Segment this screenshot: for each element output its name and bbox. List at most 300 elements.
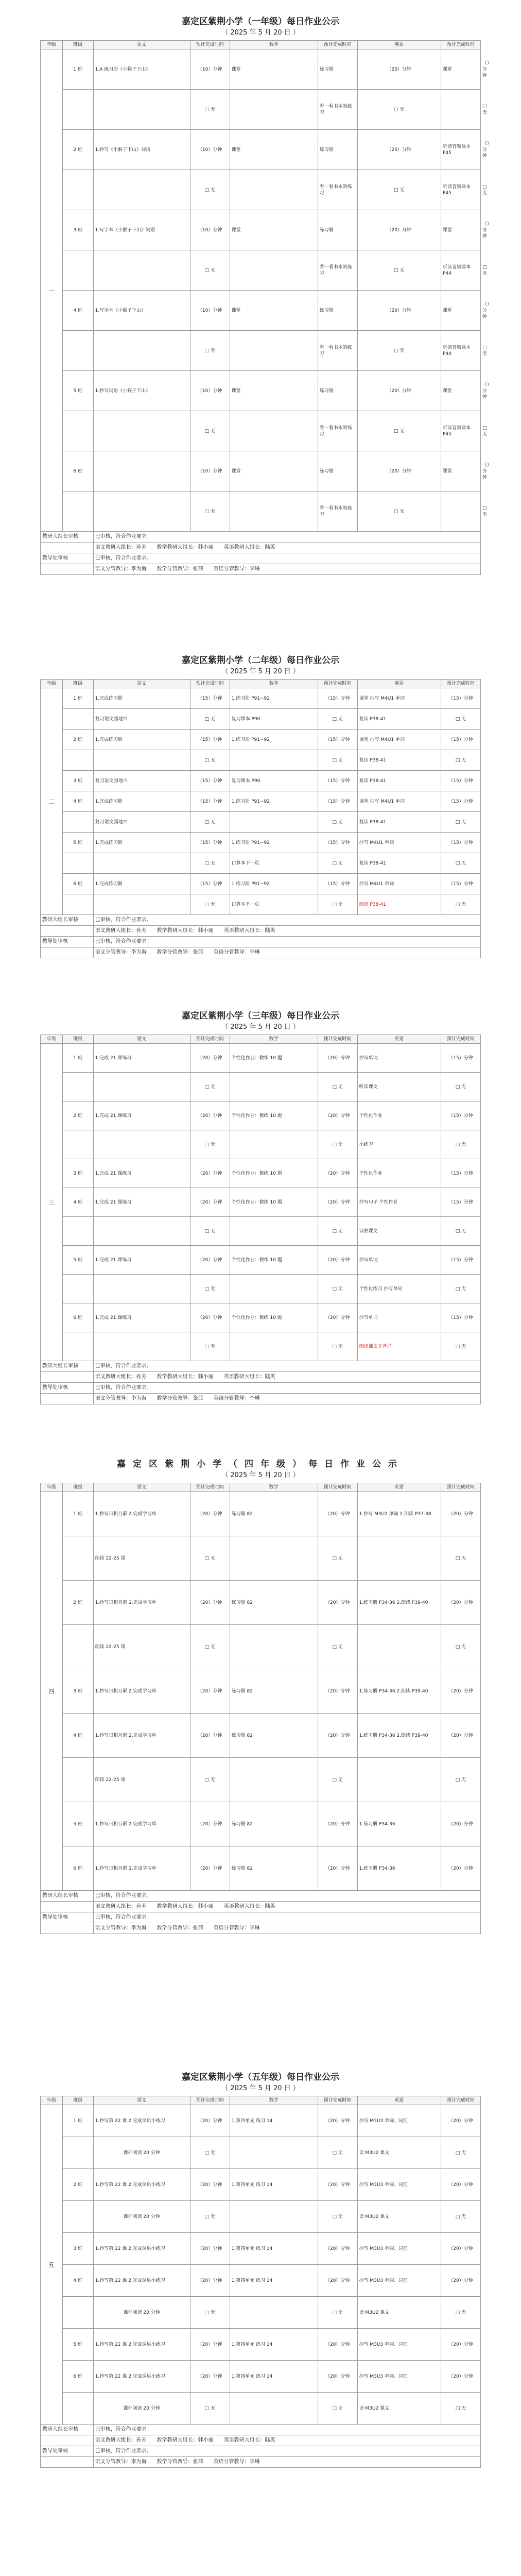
footer-text: 已审核，符合作业要求。 [93,2446,480,2457]
footer-row [41,1361,481,1372]
table-row [41,291,481,331]
table-header: 班级 [62,1483,93,1492]
class-cell [62,2137,93,2169]
footer-label [41,926,94,937]
table-row [41,1159,481,1188]
table-row [41,1130,481,1159]
footer-label: 教研大组长审核 [41,2425,94,2435]
footer-label [41,2457,94,2468]
footer-label: 教导处审核 [41,1912,94,1923]
footer-label [41,1372,94,1383]
cell: □ 无 [318,1536,357,1581]
cell: （20）分钟 [441,2169,481,2201]
footer-label [41,543,94,553]
cell: 1.练习册 P91~92 [230,730,318,750]
table-row [41,1332,481,1361]
table-row [41,2393,481,2425]
cell: 个性化作业：微练 10 题 [230,1303,318,1332]
cell: （15）分钟 [441,688,481,709]
class-cell [62,709,93,730]
table-header: 年级 [41,1035,63,1044]
cell [230,492,318,532]
cell: 1.写字本《小猴子下山》 [93,291,190,331]
cell: 复读 P38-41 [357,750,441,771]
class-cell: 3 班 [62,2233,93,2265]
cell: 抄写 M3U3 单词、词汇 [357,2265,441,2297]
class-cell: 3 班 [62,1159,93,1188]
class-cell [62,1536,93,1581]
class-cell: 5 班 [62,2329,93,2361]
cell: （15）分钟 [441,874,481,894]
sheet-title: 嘉定区紫荆小学（五年级）每日作业公示 [182,2072,339,2082]
cell: （20）分钟 [190,1101,230,1130]
cell: 1.完成 21 课练习 [93,1188,190,1217]
cell: 练习册 [318,291,357,331]
table-row [41,1246,481,1275]
cell: （20）分钟 [190,1044,230,1073]
cell: （10）分钟 [190,451,230,492]
footer-row [41,1902,481,1912]
cell: □ 无 [441,1625,481,1669]
homework-table [40,1483,481,1934]
footer-text: 已审核，符合作业要求。 [93,1891,480,1902]
table-row [41,1217,481,1246]
cell [93,1332,190,1361]
footer-row [41,926,481,937]
footer-text: 语文教研大组长：孙芳 数学教研大组长：韩小丽 英语教研大组长：陆英 [93,1902,480,1912]
cell: 个性化练习 抄写单词 [357,1275,441,1303]
cell: 1.完成练习册 [93,791,190,812]
cell: □ 无 [441,750,481,771]
footer-text: 语文教研大组长：孙芳 数学教研大组长：韩小丽 英语教研大组长：陆英 [93,2435,480,2446]
cell: □ 无 [441,2137,481,2169]
cell: （20）分钟 [318,1044,357,1073]
cell: □ 无 [318,1758,357,1802]
footer-row [41,2435,481,2446]
cell: 看一看书本的练习 [318,250,357,291]
footer-text: 语文分管教导：李为海 数学分管教导：张茜 英语分管教导：李琳 [93,947,480,958]
cell: 听读课文 [357,1073,441,1101]
cell: □ 无 [318,1275,357,1303]
homework-table [40,40,492,575]
footer-label: 教导处审核 [41,2446,94,2457]
cell [230,1130,318,1159]
cell: □ 无 [441,1332,481,1361]
class-cell [62,1275,93,1303]
class-cell: 6 班 [62,1846,93,1891]
grade-cell: 五 [41,2105,63,2425]
cell: 看一看书本的练习 [318,492,357,532]
cell: 1.抄写 M3U2 单词 2.朗读 P37-38 [357,1492,441,1536]
cell: （20）分钟 [190,1159,230,1188]
cell: （15）分钟 [441,1246,481,1275]
cell [357,1536,441,1581]
cell: （20）分钟 [441,1802,481,1846]
cell [230,250,318,291]
table-header: 语文 [93,1483,190,1492]
cell: 课堂 [230,130,318,170]
cell: □ 无 [441,2297,481,2329]
cell: □ 无 [441,1073,481,1101]
cell: （10）分钟 [190,130,230,170]
cell: □ 无 [318,2137,357,2169]
cell: 课堂 [441,49,481,90]
cell: □ 无 [190,1275,230,1303]
table-row [41,2105,481,2137]
footer-label: 教导处审核 [41,1383,94,1394]
cell: 1.完成 21 课练习 [93,1246,190,1275]
table-header: 数学 [230,1035,318,1044]
cell [441,90,481,130]
cell: （20）分钟 [318,1246,357,1275]
class-cell: 1 班 [62,1492,93,1536]
cell: 1.A 练习册《小猴子下山》 [93,49,190,90]
cell: □ 无 [357,492,441,532]
cell: □ 无 [190,1758,230,1802]
cell: □ 无 [190,1073,230,1101]
table-row [41,1625,481,1669]
grade-2-sheet [40,654,481,958]
cell: （10）分钟 [190,210,230,250]
cell: 1.完成 21 课练习 [93,1044,190,1073]
table-header: 数学 [230,1483,318,1492]
table-row [41,2233,481,2265]
cell: （20）分钟 [190,1802,230,1846]
homework-table [40,1035,481,1404]
cell: （20）分钟 [318,2233,357,2265]
table-row [41,730,481,750]
cell: 抄写 M4U1 单词 [357,833,441,853]
cell: （10）分钟 [190,49,230,90]
table-header: 预计完成时间 [441,2096,481,2105]
cell: □ 无 [190,2137,230,2169]
table-row [41,451,481,492]
cell: 1.抄写日积月累 2.完成学习单 [93,1846,190,1891]
cell: 1.抄写日积月累 2.完成学习单 [93,1581,190,1625]
class-cell: 1 班 [62,49,93,90]
cell: □ 无 [190,1130,230,1159]
cell: 课堂 抄写 M4U1 单词 [357,688,441,709]
footer-text: 已审核，符合作业要求。 [93,1912,480,1923]
homework-table [40,679,481,958]
cell: □ 无 [318,1332,357,1361]
cell: 练习册 [318,210,357,250]
cell: （20）分钟 [190,1846,230,1891]
table-header: 预计完成时间 [318,41,357,49]
footer-text: 语文教研大组长：孙芳 数学教研大组长：韩小丽 英语教研大组长：陆英 [93,543,480,553]
footer-text: 已审核，符合作业要求。 [93,553,480,564]
cell [230,2201,318,2233]
cell [93,1217,190,1246]
footer-text: 语文分管教导：李为海 数学分管教导：张茜 英语分管教导：李琳 [93,1394,480,1404]
table-header: 预计完成时间 [190,41,230,49]
cell: （20）分钟 [190,2329,230,2361]
cell: 练习册 82 [230,1846,318,1891]
cell: 抄写单词 [357,1246,441,1275]
cell: （20）分钟 [318,2265,357,2297]
class-cell [62,250,93,291]
cell: （20）分钟 [190,1581,230,1625]
table-row [41,130,481,170]
cell: 1.抄写第 22 课 2.完成课后小练习 [93,2233,190,2265]
sheet-date: （ 2025 年 5 月 20 日 ） [221,1023,300,1031]
class-cell [62,1332,93,1361]
cell: □ 无 [318,750,357,771]
table-header: 预计完成时间 [441,1035,481,1044]
table-row [41,2297,481,2329]
table-row [41,1188,481,1217]
cell: 1.抄写日积月累 2.完成学习单 [93,1802,190,1846]
cell: 课外阅读 20 分钟 [93,2393,190,2425]
table-header: 预计完成时间 [318,1483,357,1492]
cell: □ 无 [318,1073,357,1101]
table-row [41,2201,481,2233]
cell: （15）分钟 [441,1159,481,1188]
cell: （15）分钟 [441,1303,481,1332]
table-row [41,2169,481,2201]
footer-label [41,1902,94,1912]
table-row [41,812,481,833]
cell [230,1625,318,1669]
table-row [41,2137,481,2169]
cell: □ 无 [441,812,481,833]
cell: 看一看书本的练习 [318,411,357,451]
cell: 课外阅读 20 分钟 [93,2297,190,2329]
cell: 1.写字本《小猴子下山》词语 [93,210,190,250]
cell: 1.抄写第 22 课 2.完成课后小练习 [93,2329,190,2361]
class-cell: 4 班 [62,2265,93,2297]
cell: 朗读 P38-41 [357,894,441,915]
cell [230,331,318,371]
footer-row [41,543,481,553]
cell: （20）分钟 [190,1246,230,1275]
class-cell: 4 班 [62,791,93,812]
cell: □ 无 [190,853,230,874]
cell: 小练习 [357,1130,441,1159]
cell: □ 无 [441,1536,481,1581]
cell [93,853,190,874]
table-header: 语文 [93,680,190,688]
cell: 1.完成练习册 [93,688,190,709]
cell: 复习课本 P90 [230,709,318,730]
cell [93,170,190,210]
cell: （10）分钟 [190,371,230,411]
cell: 1.完成 21 课练习 [93,1101,190,1130]
cell: 练习册 [318,451,357,492]
cell: 读 M3U2 课文 [357,2393,441,2425]
cell: 1.完成练习册 [93,874,190,894]
cell: （20）分钟 [318,1188,357,1217]
cell: 个性化作业：微练 10 题 [230,1246,318,1275]
cell: 课堂 [230,371,318,411]
cell [93,492,190,532]
cell: □ 无 [441,1130,481,1159]
cell: 1.练习册 P34-36 [357,1846,441,1891]
table-row [41,371,481,411]
table-header: 预计完成时间 [318,1035,357,1044]
cell: 个性化作业：微练 10 题 [230,1188,318,1217]
cell: 课外阅读 20 分钟 [93,2201,190,2233]
cell: （15）分钟 [441,771,481,791]
cell [93,250,190,291]
cell [93,90,190,130]
cell [357,1758,441,1802]
cell: 1.第四单元 练习 14 [230,2233,318,2265]
cell: 复读 P38-41 [357,709,441,730]
cell: 朗读 22-25 课 [93,1758,190,1802]
table-header: 年级 [41,680,63,688]
cell [93,894,190,915]
cell [230,1073,318,1101]
cell: （20）分钟 [318,2361,357,2393]
class-cell [62,2393,93,2425]
cell: （15）分钟 [318,688,357,709]
grade-4-sheet [40,1458,481,1934]
cell: 1.完成 21 课练习 [93,1159,190,1188]
class-cell: 2 班 [62,2169,93,2201]
cell [230,170,318,210]
class-cell: 5 班 [62,1802,93,1846]
table-header: 预计完成时间 [190,2096,230,2105]
footer-text: 语文分管教导：李为海 数学分管教导：张茜 英语分管教导：李琳 [93,564,480,575]
grade-cell: 一 [41,49,63,532]
cell [93,331,190,371]
class-cell: 2 班 [62,130,93,170]
cell: □ 无 [357,411,441,451]
cell: （20）分钟 [190,1714,230,1758]
class-cell: 6 班 [62,451,93,492]
cell: 个性化作业：微练 10 题 [230,1101,318,1130]
cell [230,1217,318,1246]
cell: □ 无 [441,853,481,874]
sheet-title: 嘉定区紫荆小学（四年级）每日作业公示 [117,1459,404,1469]
footer-row [41,1394,481,1404]
cell: 1.抄写日积月累 2.完成学习单 [93,1714,190,1758]
class-cell: 2 班 [62,730,93,750]
cell: 复读 P38-41 [357,853,441,874]
table-row [41,492,481,532]
cell: 1.完成 21 课练习 [93,1303,190,1332]
cell: □ 无 [190,411,230,451]
table-row [41,2329,481,2361]
cell: 1.抄写第 22 课 2.完成课后小练习 [93,2105,190,2137]
footer-text: 已审核，符合作业要求。 [93,1361,480,1372]
cell [93,1275,190,1303]
cell: □ 无 [190,750,230,771]
cell: 练习册 82 [230,1802,318,1846]
cell: （20）分钟 [441,1714,481,1758]
cell: 1.完成练习册 [93,833,190,853]
cell: 1.抄写第 22 课 2.完成课后小练习 [93,2361,190,2393]
cell: 口算本下一页 [230,894,318,915]
cell: 课堂 [441,210,481,250]
cell [230,1536,318,1581]
class-cell: 4 班 [62,1714,93,1758]
cell: 1.第四单元 练习 14 [230,2361,318,2393]
cell: （20）分钟 [441,2265,481,2297]
footer-row [41,1923,481,1934]
table-row [41,1492,481,1536]
table-row [41,1275,481,1303]
table-header: 预计完成时间 [441,680,481,688]
cell: （20）分钟 [318,1846,357,1891]
table-row [41,2265,481,2297]
cell: （20）分钟 [357,291,441,331]
table-row [41,331,481,371]
cell: 朗读 22-25 课 [93,1625,190,1669]
cell: 复习语文园地六 [93,771,190,791]
cell: 读 M3U2 课文 [357,2297,441,2329]
cell: □ 无 [190,170,230,210]
table-header: 英语 [357,1035,441,1044]
cell: □ 无 [441,1217,481,1246]
cell: 1.抄写第 22 课 2.完成课后小练习 [93,2265,190,2297]
class-cell [62,894,93,915]
table-row [41,894,481,915]
cell: 看一看书本的练习 [318,331,357,371]
cell: 复读 P38-41 [357,812,441,833]
cell: （15）分钟 [441,833,481,853]
cell: 看一看书本的练习 [318,170,357,210]
footer-row [41,2457,481,2468]
table-header: 年级 [41,1483,63,1492]
class-cell [62,1130,93,1159]
cell: （15）分钟 [190,791,230,812]
cell: 口算本下一页 [230,853,318,874]
grade-3-sheet [40,1010,481,1404]
cell: （15）分钟 [441,730,481,750]
cell: 个性化作业：微练 10 题 [230,1159,318,1188]
table-row [41,750,481,771]
footer-label [41,1394,94,1404]
grade-cell: 三 [41,1044,63,1361]
cell: （20）分钟 [318,1159,357,1188]
footer-row [41,947,481,958]
class-cell [62,90,93,130]
cell: □ 无 [318,2393,357,2425]
cell [93,1130,190,1159]
cell [93,1073,190,1101]
class-cell: 3 班 [62,210,93,250]
cell: （20）分钟 [441,1492,481,1536]
cell: □ 无 [190,1332,230,1361]
cell: （20）分钟 [441,2105,481,2137]
footer-text: 已审核，符合作业要求。 [93,915,480,926]
class-cell [62,1217,93,1246]
cell: □ 无 [357,331,441,371]
class-cell [62,2201,93,2233]
cell: □ 无 [441,894,481,915]
cell: （15）分钟 [190,730,230,750]
sheet-title: 嘉定区紫荆小学（一年级）每日作业公示 [182,16,339,27]
grade-cell: 四 [41,1492,63,1891]
class-cell [62,812,93,833]
cell: □ 无 [190,331,230,371]
cell: 练习册 [318,371,357,411]
cell: 复习语文园地六 [93,709,190,730]
cell: 抄写 M3U3 单词、词汇 [357,2329,441,2361]
class-cell: 5 班 [62,1246,93,1275]
footer-text: 已审核，符合作业要求。 [93,2425,480,2435]
footer-text: 已审核，符合作业要求。 [93,532,480,543]
footer-label: 教导处审核 [41,937,94,947]
cell: □ 无 [190,1625,230,1669]
footer-label: 教研大组长审核 [41,532,94,543]
cell: 抄写句子 个性作业 [357,1188,441,1217]
class-cell [62,411,93,451]
cell: 1.第四单元 练习 14 [230,2265,318,2297]
cell: □ 无 [318,2201,357,2233]
